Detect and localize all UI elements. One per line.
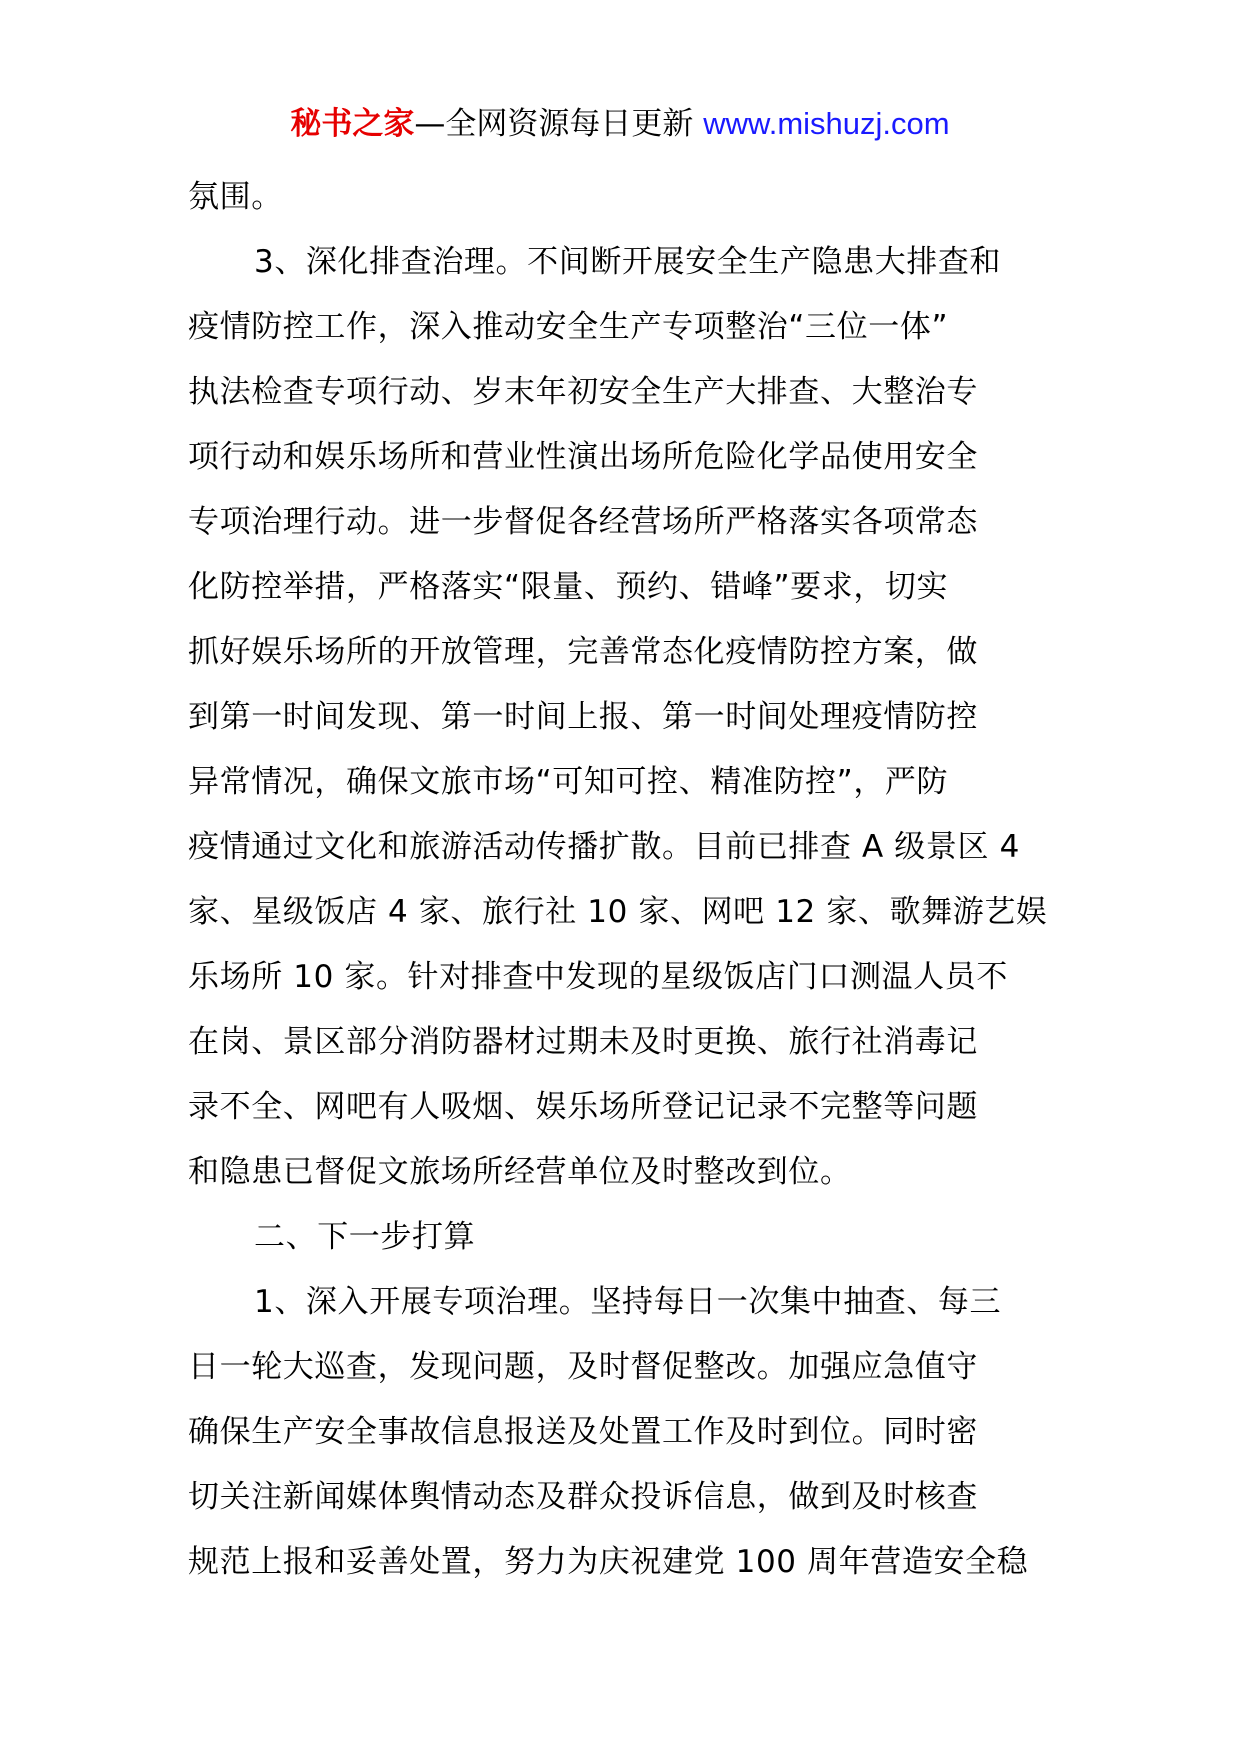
text-line: 化防控举措，严格落实“限量、预约、错峰”要求，切实 (188, 569, 949, 605)
text-line: 家、星级饭店 4 家、旅行社 10 家、网吧 12 家、歌舞游艺娱 (188, 894, 1048, 930)
document-body (188, 165, 1056, 1595)
text-line: 切关注新闻媒体舆情动态及群众投诉信息，做到及时核查 (188, 1479, 978, 1515)
text-line: 执法检查专项行动、岁末年初安全生产大排查、大整治专 (188, 374, 978, 410)
text-line: 氛围。 (188, 179, 283, 215)
text-line: 和隐患已督促文旅场所经营单位及时整改到位。 (188, 1154, 852, 1190)
text-line: 在岗、景区部分消防器材过期未及时更换、旅行社消毒记 (188, 1024, 978, 1060)
text-line: 疫情通过文化和旅游活动传播扩散。目前已排查 A 级景区 4 (188, 829, 1020, 865)
section-heading: 二、下一步打算 (254, 1219, 476, 1255)
text-line: 日一轮大巡查，发现问题，及时督促整改。加强应急值守 (188, 1349, 978, 1385)
text-line: 录不全、网吧有人吸烟、娱乐场所登记记录不完整等问题 (188, 1089, 978, 1125)
text-line: 专项治理行动。进一步督促各经营场所严格落实各项常态 (188, 504, 978, 540)
text-line: 规范上报和妥善处置，努力为庆祝建党 100 周年营造安全稳 (188, 1544, 1029, 1580)
text-line: 项行动和娱乐场所和营业性演出场所危险化学品使用安全 (188, 439, 978, 475)
text-line: 疫情防控工作，深入推动安全生产专项整治“三位一体” (188, 309, 949, 345)
text-line: 异常情况，确保文旅市场“可知可控、精准防控”，严防 (188, 764, 949, 800)
text-line: 乐场所 10 家。针对排查中发现的星级饭店门口测温人员不 (188, 959, 1008, 995)
paragraph-start-line: 1、深入开展专项治理。坚持每日一次集中抽查、每三 (254, 1284, 1002, 1320)
paragraph-start-line: 3、深化排查治理。不间断开展安全生产隐患大排查和 (254, 244, 1002, 280)
text-line: 到第一时间发现、第一时间上报、第一时间处理疫情防控 (188, 699, 978, 735)
header-slogan: —全网资源每日更新 (414, 106, 694, 142)
text-line: 确保生产安全事故信息报送及处置工作及时到位。同时密 (188, 1414, 978, 1450)
brand-name: 秘书之家 (290, 106, 415, 142)
site-url-link[interactable]: www.mishuzj.com (703, 106, 950, 141)
text-line: 抓好娱乐场所的开放管理，完善常态化疫情防控方案，做 (188, 634, 978, 670)
page-header (0, 100, 1240, 148)
